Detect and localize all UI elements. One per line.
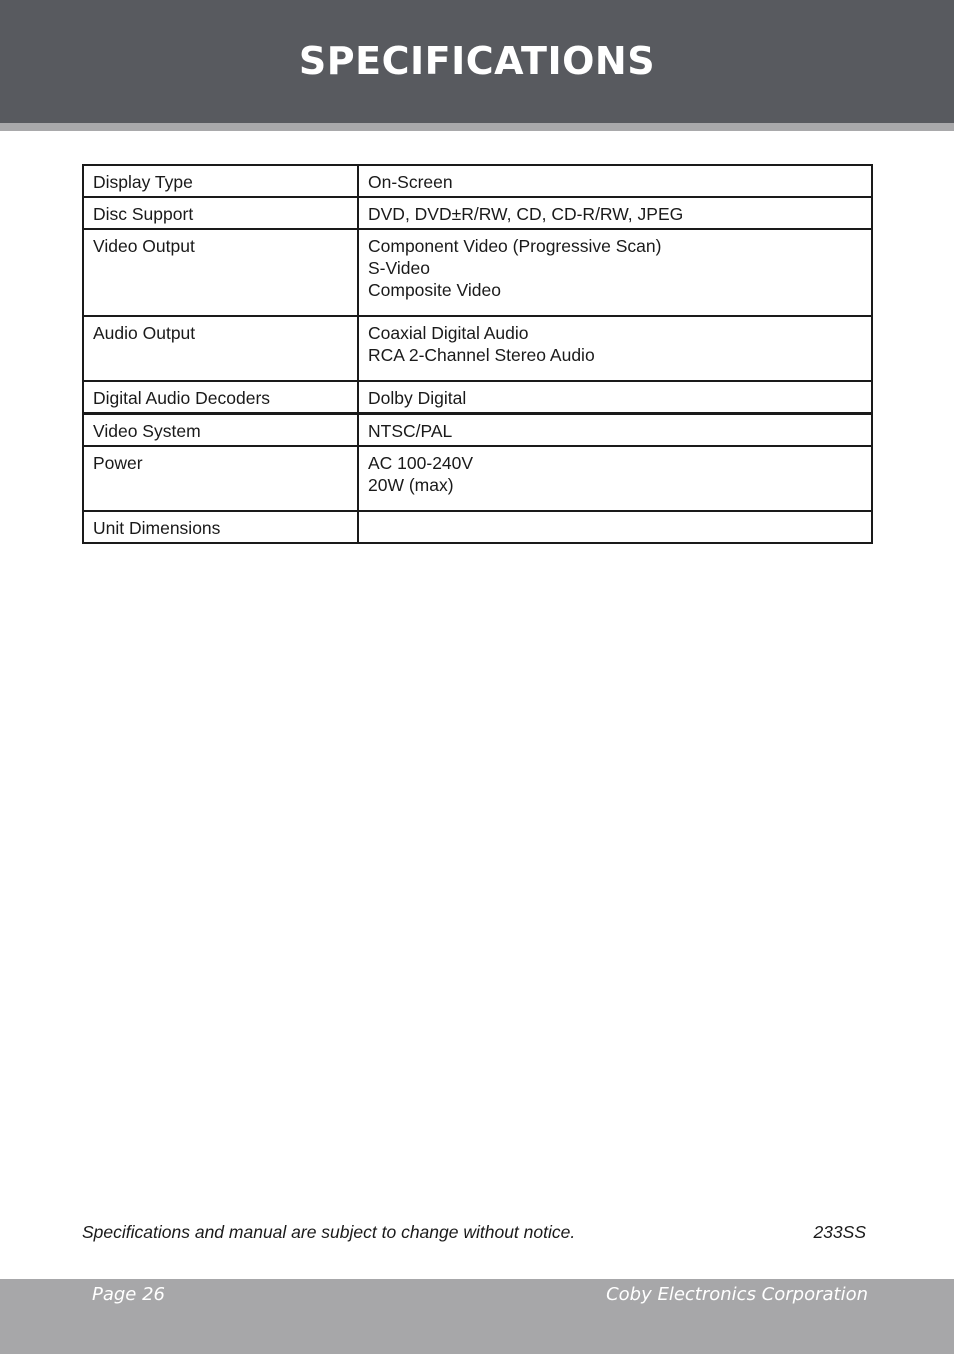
spec-value	[358, 381, 872, 414]
page-title: SPECIFICATIONS	[298, 39, 656, 83]
spec-value-line: Dolby Digital	[368, 388, 467, 408]
model-number: 233SS	[813, 1222, 866, 1242]
table-row	[83, 165, 872, 197]
table-row	[83, 511, 872, 543]
table-row	[83, 197, 872, 229]
spec-value-line: Composite Video	[368, 280, 501, 300]
spec-value-line: On-Screen	[368, 172, 453, 192]
spec-value-line: Coaxial Digital Audio	[368, 323, 529, 343]
table-row	[83, 316, 872, 381]
spec-value-line: AC 100-240V	[368, 453, 474, 473]
spec-label: Unit Dimensions	[83, 511, 358, 543]
table-row	[83, 414, 872, 447]
spec-label: Audio Output	[83, 316, 358, 381]
table-row	[83, 229, 872, 316]
spec-value	[358, 316, 872, 381]
spec-label: Digital Audio Decoders	[83, 381, 358, 414]
table-row	[83, 381, 872, 414]
spec-label: Video System	[83, 414, 358, 447]
page-number: Page 26	[92, 1284, 166, 1305]
spec-value	[358, 229, 872, 316]
spec-value	[358, 165, 872, 197]
spec-value-line: Component Video (Progressive Scan)	[368, 236, 662, 256]
spec-value-line: DVD, DVD±R/RW, CD, CD-R/RW, JPEG	[368, 204, 684, 224]
spec-value-line: NTSC/PAL	[368, 421, 453, 441]
spec-value-line: 20W (max)	[368, 475, 454, 495]
disclaimer-note: Specifications and manual are subject to change without notice.	[82, 1222, 576, 1242]
specifications-table	[82, 164, 873, 544]
spec-value	[358, 197, 872, 229]
spec-value-line: S-Video	[368, 258, 430, 278]
spec-value-line	[368, 517, 862, 539]
spec-value	[358, 446, 872, 511]
table-row	[83, 446, 872, 511]
header-stripe	[0, 123, 954, 131]
spec-value	[358, 511, 872, 543]
spec-label: Video Output	[83, 229, 358, 316]
company-name: Coby Electronics Corporation	[606, 1284, 868, 1305]
spec-value-line: RCA 2-Channel Stereo Audio	[368, 345, 595, 365]
spec-value	[358, 414, 872, 447]
spec-label: Display Type	[83, 165, 358, 197]
spec-label: Power	[83, 446, 358, 511]
spec-label: Disc Support	[83, 197, 358, 229]
